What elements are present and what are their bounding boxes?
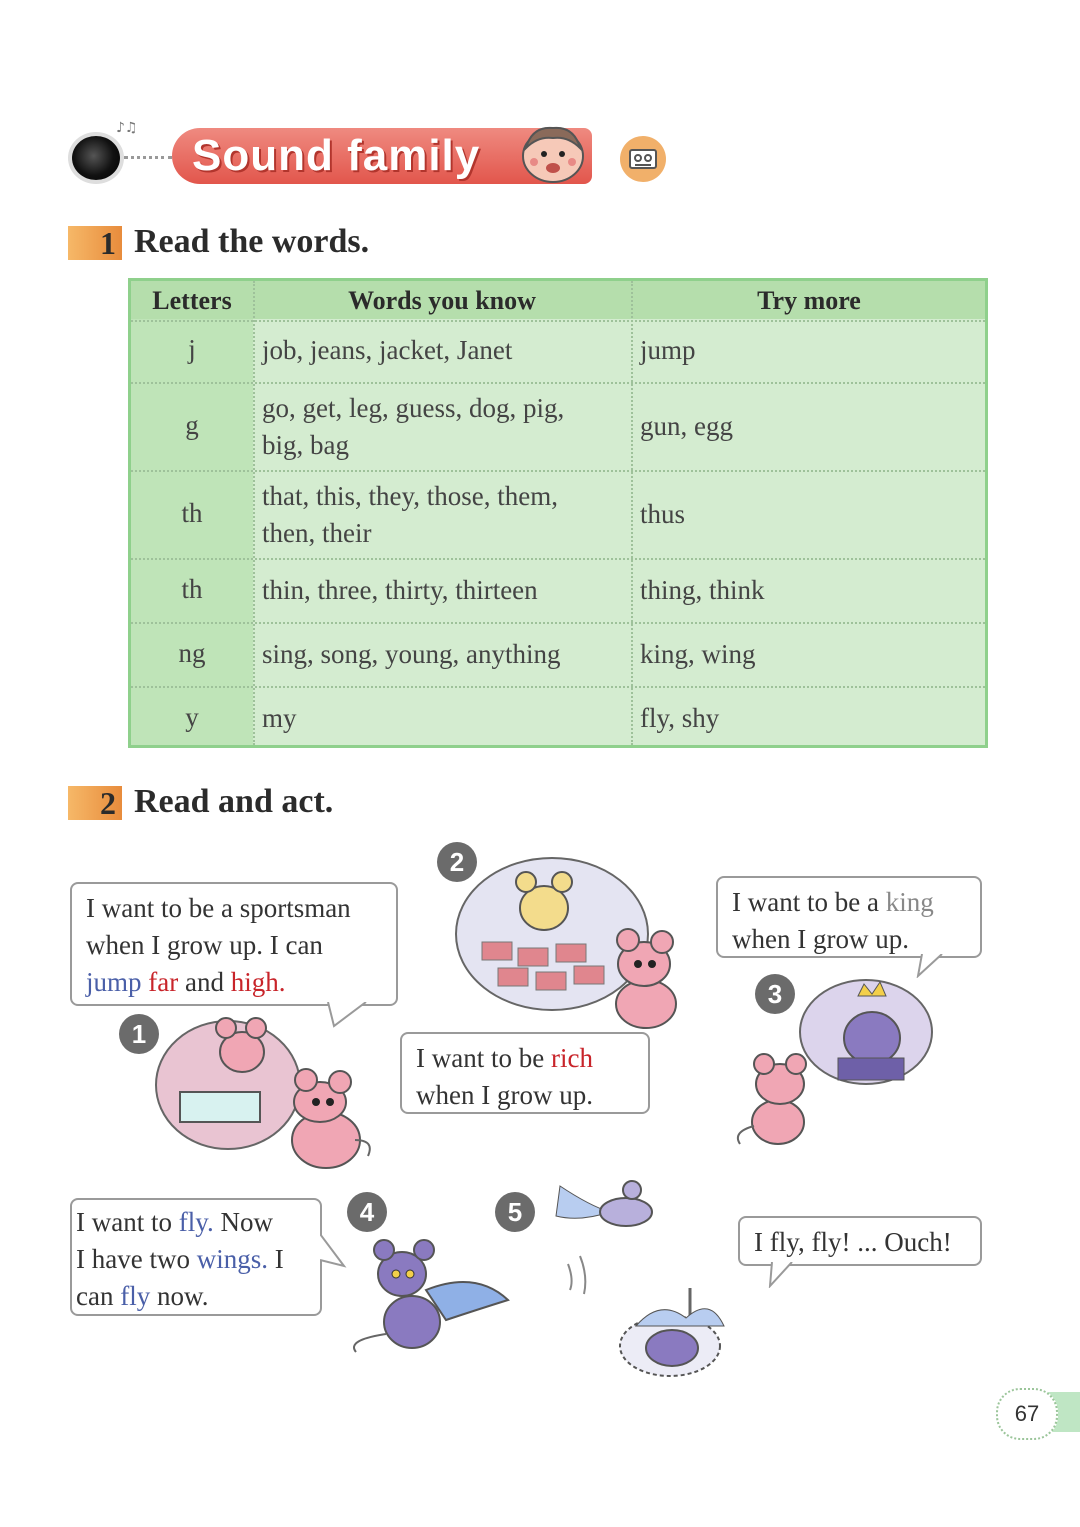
highlight-word: king bbox=[885, 887, 934, 917]
scene-number-5: 5 bbox=[495, 1192, 535, 1232]
header-letters: Letters bbox=[152, 286, 232, 315]
bubble-tail bbox=[762, 1262, 802, 1288]
column-divider bbox=[631, 281, 633, 745]
scene-4-illustration bbox=[336, 1230, 516, 1360]
header-try-more: Try more bbox=[757, 286, 861, 315]
highlight-word: fly bbox=[120, 1281, 151, 1311]
table-try-more: king, wing bbox=[640, 639, 756, 669]
row-divider bbox=[131, 558, 985, 560]
table-known-words: then, their bbox=[262, 518, 372, 548]
speech-bubble-4 bbox=[70, 1198, 322, 1316]
music-notes-icon: ♪♫ bbox=[116, 120, 138, 136]
scene-1-illustration bbox=[150, 1010, 380, 1180]
table-try-more: thus bbox=[640, 499, 686, 529]
table-letter: j bbox=[188, 334, 196, 364]
table-known-words: sing, song, young, anything bbox=[262, 639, 561, 669]
scene-3-illustration bbox=[730, 976, 940, 1152]
table-letter: g bbox=[185, 410, 199, 440]
bubble-text: I want to be a bbox=[732, 887, 879, 917]
table-try-more: fly, shy bbox=[640, 703, 720, 733]
bubble-text: Now bbox=[220, 1207, 273, 1237]
table-known-words: go, get, leg, guess, dog, pig, bbox=[262, 393, 565, 423]
highlight-word: high. bbox=[230, 967, 286, 997]
bubble-text: can bbox=[76, 1281, 114, 1311]
page-title: Sound family bbox=[192, 131, 481, 180]
bubble-text: I want to bbox=[76, 1207, 172, 1237]
table-try-more: thing, think bbox=[640, 575, 765, 605]
bubble-text: when I grow up. bbox=[732, 924, 909, 954]
table-letter: ng bbox=[178, 638, 206, 668]
table-try-more: jump bbox=[640, 335, 696, 365]
speech-bubble-5 bbox=[738, 1216, 982, 1266]
bubble-text: I bbox=[274, 1244, 284, 1274]
header-words-you-know: Words you know bbox=[348, 286, 536, 315]
table-known-words: job, jeans, jacket, Janet bbox=[262, 335, 513, 365]
highlight-word: far bbox=[148, 967, 179, 997]
table-try-more: gun, egg bbox=[640, 411, 733, 441]
row-divider bbox=[131, 320, 985, 322]
scene-number-1: 1 bbox=[119, 1014, 159, 1054]
highlight-word: jump bbox=[86, 967, 142, 997]
dotted-connector bbox=[124, 156, 172, 159]
row-divider bbox=[131, 622, 985, 624]
highlight-word: wings. bbox=[196, 1244, 268, 1274]
phonics-table bbox=[128, 278, 988, 748]
bubble-text: and bbox=[184, 967, 224, 997]
scene-number-2: 2 bbox=[437, 842, 477, 882]
bubble-text: when I grow up. bbox=[416, 1080, 593, 1110]
bubble-text: when I grow up. I can bbox=[86, 930, 323, 960]
scene-number-4: 4 bbox=[347, 1192, 387, 1232]
page-number: 67 bbox=[996, 1388, 1058, 1440]
row-divider bbox=[131, 686, 985, 688]
row-divider bbox=[131, 470, 985, 472]
bubble-text: I want to be bbox=[416, 1043, 545, 1073]
section-1-title: Read the words. bbox=[134, 223, 370, 260]
bubble-tail bbox=[912, 954, 952, 978]
table-letter: y bbox=[185, 702, 199, 732]
highlight-word: rich bbox=[550, 1043, 593, 1073]
column-divider bbox=[253, 281, 255, 745]
bubble-text: I want to be a sportsman bbox=[86, 893, 351, 923]
row-divider bbox=[131, 382, 985, 384]
section-2-number: 2 bbox=[68, 786, 122, 820]
table-known-words: that, this, they, those, them, bbox=[262, 481, 558, 511]
speech-bubble-2 bbox=[400, 1032, 650, 1114]
speech-bubble-3 bbox=[716, 876, 982, 958]
bubble-text: now. bbox=[156, 1281, 209, 1311]
tape-icon[interactable] bbox=[620, 136, 666, 182]
bubble-text: I have two bbox=[76, 1244, 190, 1274]
section-2-title: Read and act. bbox=[134, 783, 334, 820]
scene-number-3: 3 bbox=[755, 974, 795, 1014]
highlight-word: fly. bbox=[178, 1207, 214, 1237]
table-letter: th bbox=[181, 498, 203, 528]
table-letter: th bbox=[181, 574, 203, 604]
section-1-number: 1 bbox=[68, 226, 122, 260]
speaker-icon[interactable] bbox=[72, 136, 120, 180]
table-known-words: my bbox=[262, 703, 297, 733]
table-known-words: thin, three, thirty, thirteen bbox=[262, 575, 538, 605]
speech-bubble-1 bbox=[70, 882, 398, 1006]
bubble-text: I fly, fly! ... Ouch! bbox=[754, 1227, 952, 1257]
table-known-words: big, bag bbox=[262, 430, 349, 460]
boy-face-icon bbox=[512, 122, 594, 188]
scene-5-illustration bbox=[540, 1176, 770, 1406]
scene-2-illustration bbox=[452, 852, 712, 1032]
